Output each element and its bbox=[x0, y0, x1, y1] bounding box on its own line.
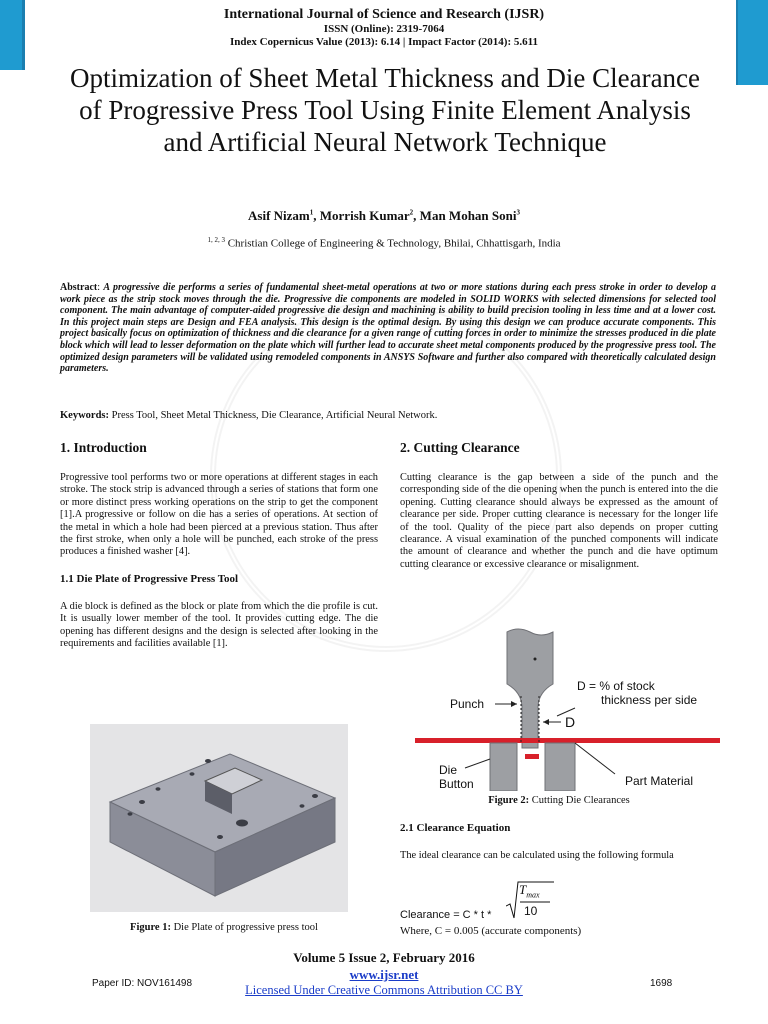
abstract-label: Abstract bbox=[60, 282, 98, 293]
equation-formula: Clearance = C * t * bbox=[400, 909, 492, 921]
index-info: Index Copernicus Value (2013): 6.14 | Impact Factor (2014): 5.611 bbox=[229, 36, 539, 48]
equation-where: Where, C = 0.005 (accurate components) bbox=[400, 925, 582, 937]
right-column bbox=[400, 440, 718, 571]
footer-url-link[interactable]: www.ijsr.net bbox=[349, 967, 419, 982]
figure-1-caption: Figure 1: Die Plate of progressive press tool bbox=[130, 922, 318, 933]
figure-1-image bbox=[90, 724, 348, 912]
author-name: Man Mohan Soni bbox=[419, 208, 517, 223]
left-column bbox=[60, 440, 378, 650]
author-list: Asif Nizam$^1$, Morrish Kumar$^2$, Man Mohan Soni$^3$ bbox=[248, 208, 520, 223]
d-label: D bbox=[565, 714, 576, 730]
die-label-line1: Die bbox=[439, 763, 458, 777]
d-formula-line1: D = % of stock bbox=[577, 679, 655, 693]
punch-label: Punch bbox=[450, 697, 485, 711]
figure-2-diagram bbox=[415, 626, 720, 791]
clearance-text: Cutting clearance is the gap between a side of the punch and the corresponding side of the die opening when the punch is entered into the die opening. Cutting clearance should always be expressed as the amount of clearance per side. Proper cutting clearance is necessary for the longer life of the tool. Quality of the piece part also depends on proper cutting clearance. A visual examination of the punched components will indicate the amount of clearance and whether the punch and die have optimum cutting clearance or excessive clearance or misalignment. bbox=[400, 472, 718, 570]
intro-text: Progressive tool performs two or more operations at different stages in each stroke. The stock strip is advanced through a series of stations that form one or more distinct press working operations on the strip to get the component [1].A progressive or follow on die has a series of operations. At section of the metal in which a hole had been pierced at a previous station. Thus after the first stroke, when only a hole will be punched, each stroke of the press produces a finished washer [4]. bbox=[60, 472, 378, 558]
equation-heading: 2.1 Clearance Equation bbox=[400, 822, 511, 834]
footer-volume: Volume 5 Issue 2, February 2016 bbox=[293, 950, 475, 965]
equation-section bbox=[400, 822, 718, 862]
paper-id: Paper ID: NOV161498 bbox=[92, 978, 193, 989]
figure-2-caption: Figure 2: Cutting Die Clearances bbox=[488, 795, 630, 806]
d-formula-line2: thickness per side bbox=[601, 693, 698, 707]
author-name: Morrish Kumar bbox=[319, 208, 410, 223]
clearance-heading: 2. Cutting Clearance bbox=[400, 440, 520, 455]
abstract-text: A progressive die performs a series of fundamental sheet-metal operations at two or more stations during each press stroke in order to develop a work piece as the strip stock moves through the die. Progressive die components are modeled in SOLID WORKS with selected dimensions for selected tool component. The main advantage of computer-aided progressive die design and machining is ability to build precision tooling in less time and at a lower cost. In this project main steps are Design and FEA analysis. This design is the optimal design. By using this design we can produce accurate components. This project basically focus on optimization of thickness and die clearance for a given range of cutting forces in order to minimize the stresses produced in die plate block which will lead to lesser deformation on the plate which will further lead to accurate sheet metal components produced by the progressive press tool. The optimized design parameters will be validated using remodeled components in ANSYS Software and further also compared with theoretically calculated design parameters. bbox=[60, 282, 716, 375]
intro-heading: 1. Introduction bbox=[60, 440, 147, 455]
abstract: Abstract: A progressive die performs a series of fundamental sheet-metal operations at two or more stations during each press stroke in order to develop a work piece as the strip stock moves through the die. Progressive die components are modeled in SOLID WORKS with selected dimensions for selected tool component. The main advantage of computer-aided progressive die design and machining is ability to build precision tooling in less time and at a lower cost. In this project main steps are Design and FEA analysis. This design is the optimal design. By using this design we can produce accurate components. This project basically focus on optimization of thickness and die clearance for a given range of cutting forces in order to minimize the stresses produced in die plate block which will lead to lesser deformation on the plate which will further lead to accurate sheet metal components produced by the progressive press tool. The optimized design parameters will be validated using remodeled components in ANSYS Software and further also compared with theoretically calculated design parameters. bbox=[60, 282, 716, 375]
page-number: 1698 bbox=[650, 978, 673, 989]
die-label-line2: Button bbox=[439, 777, 474, 791]
keywords-text: Press Tool, Sheet Metal Thickness, Die Clearance, Artificial Neural Network. bbox=[111, 410, 438, 421]
keywords bbox=[60, 410, 716, 421]
journal-name: International Journal of Science and Research (IJSR) bbox=[223, 7, 545, 22]
equation-text: The ideal clearance can be calculated using the following formula bbox=[400, 850, 674, 861]
die-plate-text: A die block is defined as the block or plate from which the die profile is cut. It is usually lower member of the tool. It provides cutting edge. The die opening has different designs and the design is selected after looking in the requirements and facilities available [1]. bbox=[60, 600, 378, 650]
equation-numerator: $T_{max}$ bbox=[519, 882, 540, 900]
paper-title: Optimization of Sheet Metal Thickness and Die Clearance of Progressive Press Tool Using Finite Element Analysis and Artificial Neural Network Technique bbox=[69, 63, 701, 157]
issn: ISSN (Online): 2319-7064 bbox=[323, 23, 445, 35]
author-name: Asif Nizam bbox=[248, 208, 310, 223]
equation-denominator: 10 bbox=[524, 904, 538, 918]
journal-header bbox=[0, 6, 768, 49]
die-plate-heading: 1.1 Die Plate of Progressive Press Tool bbox=[60, 572, 239, 585]
keywords-label: Keywords: bbox=[60, 410, 109, 421]
part-material-label: Part Material bbox=[625, 774, 694, 788]
affiliation: $^{1, 2, 3}$ Christian College of Engineering & Technology, Bhilai, Chhattisgarh, India bbox=[207, 236, 561, 250]
footer-license-link[interactable]: Licensed Under Creative Commons Attribution CC BY bbox=[245, 983, 523, 997]
